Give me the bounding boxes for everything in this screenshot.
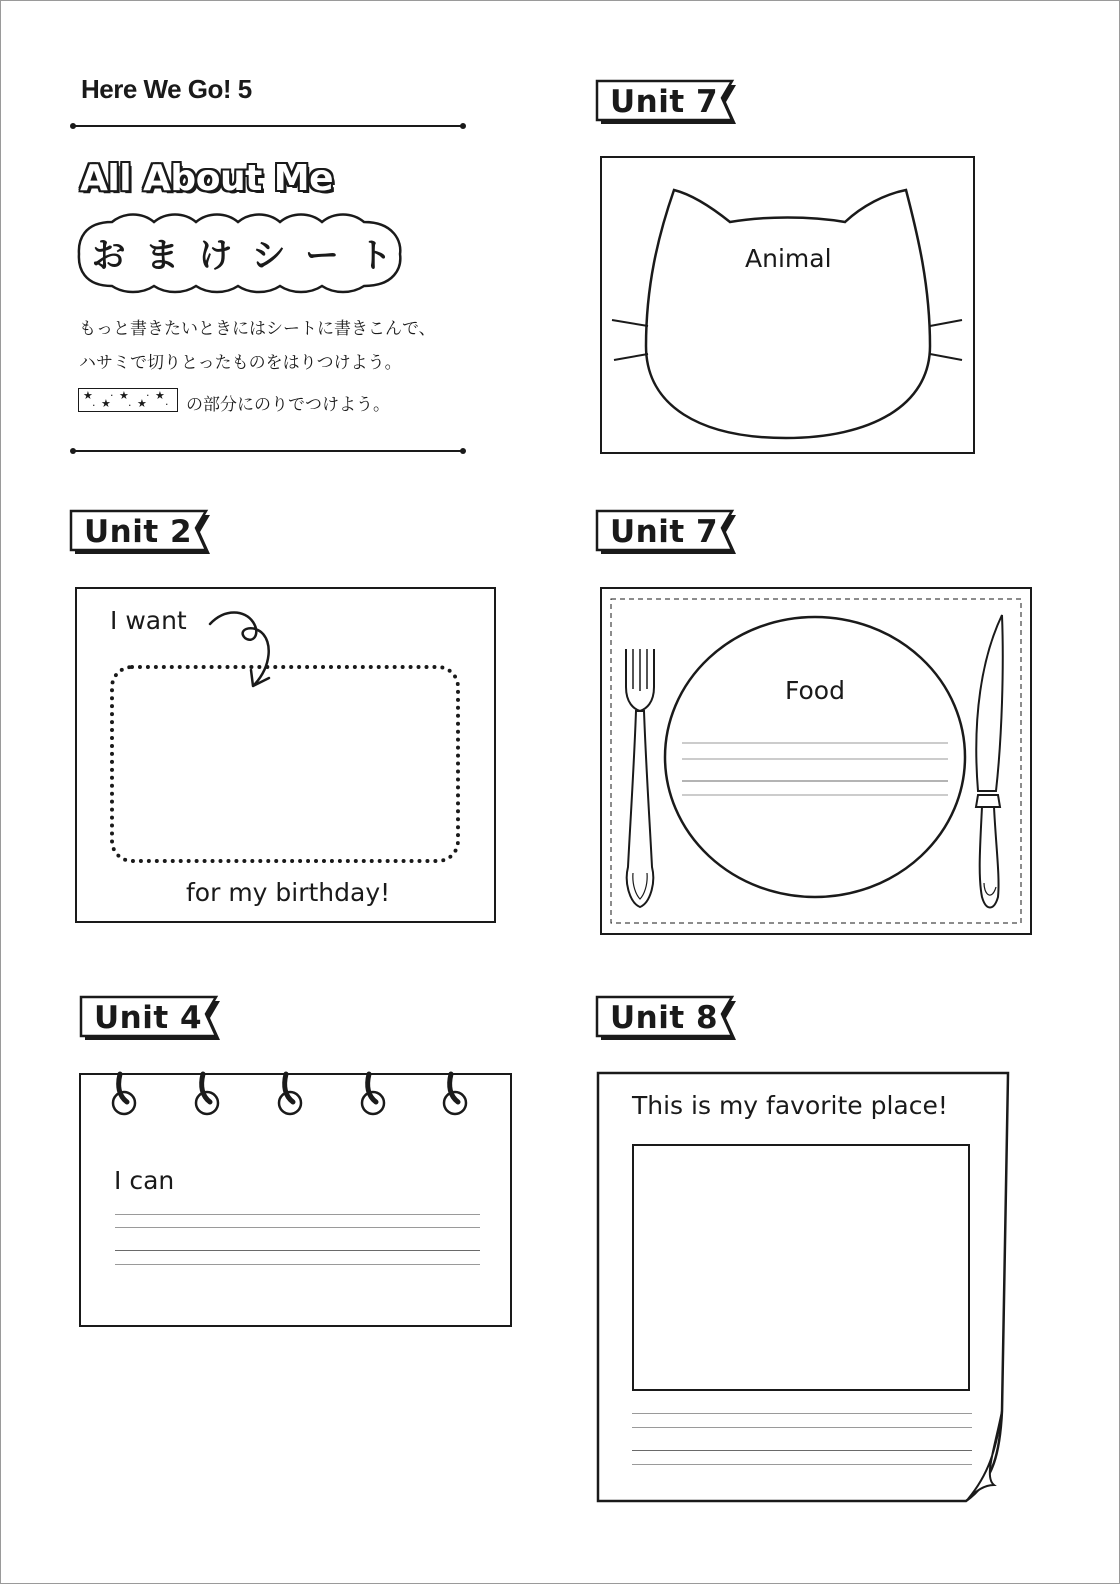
- instruction-line-2: ハサミで切りとったものをはりつけよう。: [79, 353, 402, 373]
- instruction-line-3: の部分にのりでつけよう。: [186, 395, 390, 415]
- writing-line: [115, 1264, 480, 1265]
- writing-line: [115, 1227, 480, 1228]
- omake-char: ト: [358, 236, 393, 276]
- wish-drawing-area[interactable]: [110, 665, 460, 863]
- unit-2-label: Unit 2: [84, 514, 193, 550]
- i-can-label: I can: [114, 1166, 175, 1195]
- writing-line: [115, 1250, 480, 1251]
- unit-4-label: Unit 4: [94, 1000, 203, 1036]
- brand-label: Here We Go! 5: [81, 74, 252, 104]
- header-rule-bottom: [73, 450, 463, 452]
- omake-char: ー: [304, 236, 339, 276]
- food-label: Food: [785, 676, 845, 705]
- writing-line: [632, 1427, 972, 1428]
- omake-sheet-title: [82, 228, 402, 277]
- writing-line: [115, 1214, 480, 1215]
- glue-area-swatch: ★ ★ ★ ★ ★ · · · · ·: [78, 388, 178, 412]
- animal-label: Animal: [745, 244, 832, 273]
- knife-icon: [976, 615, 1003, 908]
- photo-area[interactable]: [632, 1144, 970, 1391]
- writing-line: [632, 1450, 972, 1451]
- omake-char: シ: [251, 236, 286, 276]
- placemat: [600, 587, 1032, 935]
- writing-line: [632, 1413, 972, 1414]
- omake-char: け: [198, 236, 233, 276]
- writing-line: [632, 1464, 972, 1465]
- binder-ring-icon: [79, 1060, 512, 1120]
- for-my-birthday-label: for my birthday!: [186, 878, 391, 907]
- unit-7-label: Unit 7: [610, 84, 719, 120]
- i-want-label: I want: [110, 606, 187, 635]
- favorite-place-label: This is my favorite place!: [632, 1091, 948, 1120]
- page-title: All About Me: [80, 158, 334, 199]
- fork-icon: [626, 649, 654, 907]
- unit-7-label: Unit 7: [610, 514, 719, 550]
- cat-face-icon: [600, 156, 975, 454]
- omake-char: ま: [144, 236, 179, 276]
- instruction-line-1: もっと書きたいときにはシートに書きこんで、: [79, 319, 436, 339]
- omake-char: お: [91, 236, 126, 276]
- unit-8-label: Unit 8: [610, 1000, 719, 1036]
- header-rule-top: [73, 125, 463, 127]
- plate-icon: [665, 617, 965, 897]
